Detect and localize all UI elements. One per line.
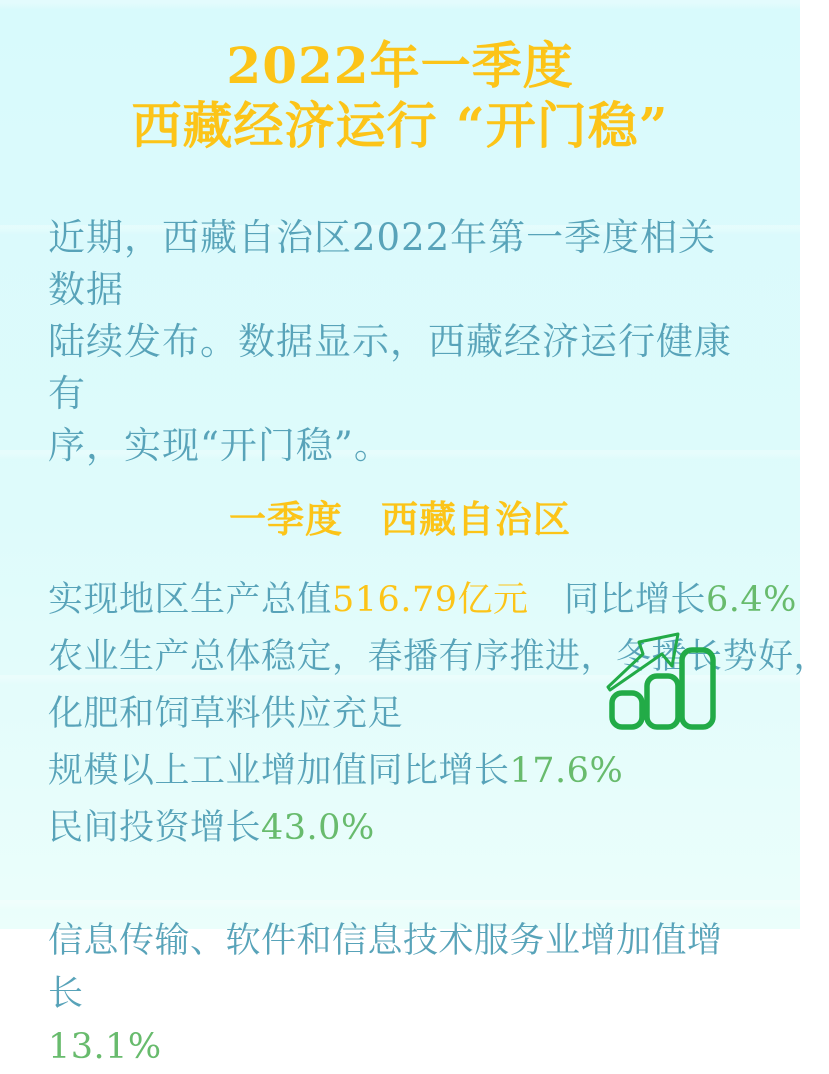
bar-medium <box>647 676 678 727</box>
intro-line: 序，实现“开门稳”。 <box>48 424 392 467</box>
intro-line: 近期，西藏自治区2022年第一季度相关数据 <box>48 216 717 311</box>
page-title <box>0 0 800 156</box>
stat-segment: 同比增长 <box>528 580 706 620</box>
stat-line <box>48 743 752 800</box>
stat-segment: 信息传输、软件和信息技术服务业增加值增长 <box>48 921 723 1014</box>
stat-segment: 13.1% <box>48 1027 162 1067</box>
section-heading: 一季度 西藏自治区 <box>229 497 571 541</box>
title-line2: 西藏经济运行 “开门稳” <box>131 96 669 155</box>
title-line1: 2022年一季度 <box>226 36 574 95</box>
stat-segment: 农业生产总体稳定，春播有序推进，冬播长势好， <box>48 637 829 677</box>
bar-tall <box>682 650 713 727</box>
stat-segment: 43.0% <box>261 808 375 848</box>
intro-paragraph <box>48 212 752 472</box>
stat-segment: 实现地区生产总值 <box>48 580 333 620</box>
bar-small <box>612 693 642 727</box>
stat-segment: 规模以上工业增加值同比增长 <box>48 751 510 791</box>
stat-segment: 6.4% <box>706 580 797 620</box>
stat-segment: 民间投资增长 <box>48 808 262 848</box>
stat-segment: 516.79亿元 <box>332 580 529 620</box>
footer-stat <box>48 915 752 1074</box>
stat-segment: 17.6% <box>509 751 624 791</box>
intro-line: 陆续发布。数据显示，西藏经济运行健康有 <box>48 320 732 415</box>
growth-arrow-icon <box>608 634 678 690</box>
growth-bar-chart-icon <box>596 626 716 734</box>
stat-line <box>48 800 752 857</box>
stat-line <box>48 572 797 629</box>
stat-segment: 化肥和饲草料供应充足 <box>48 694 404 734</box>
